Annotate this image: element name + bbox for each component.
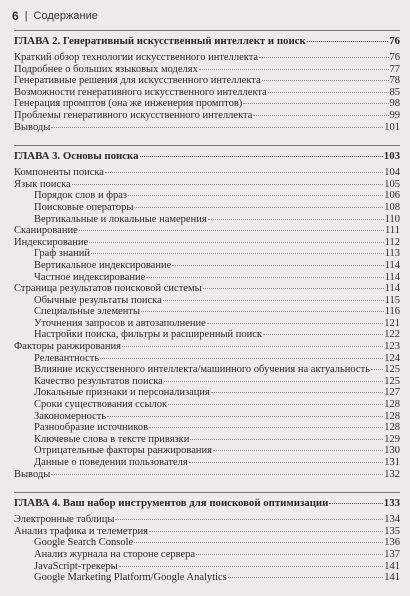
- toc-entry-title: Компоненты поиска: [14, 167, 104, 179]
- toc-entry-title: Обычные результаты поиска: [34, 294, 162, 306]
- toc-entry: [14, 87, 400, 99]
- dot-leader: [164, 381, 383, 382]
- toc-entry: [14, 260, 400, 272]
- toc-entry-title: Ключевые слова в тексте привязки: [34, 433, 190, 445]
- toc-entry-title: Поисковые операторы: [34, 201, 134, 213]
- toc-entry-page: 99: [389, 109, 400, 121]
- toc-entry-title: Граф знаний: [34, 248, 91, 260]
- toc-entry: [14, 422, 400, 434]
- toc-entry: [14, 329, 400, 341]
- toc-entry-page: 85: [389, 86, 400, 98]
- toc-entry-title: Генеративные решения для искусственного интеллекта: [14, 75, 261, 87]
- chapter-section: [14, 145, 400, 480]
- toc-entry-page: 116: [384, 306, 400, 318]
- toc-entry-page: 137: [384, 548, 400, 560]
- toc-entry: [14, 353, 400, 365]
- toc-entry-page: 101: [384, 121, 400, 133]
- toc-entry-title: JavaScript-трекеры: [34, 560, 118, 572]
- dot-leader: [199, 69, 389, 70]
- dot-leader: [329, 503, 382, 504]
- toc-entry-page: 131: [384, 457, 400, 468]
- chapter-section: [14, 492, 400, 584]
- page-number: 6: [12, 9, 19, 23]
- toc-entry: [14, 248, 400, 260]
- dot-leader: [107, 416, 383, 417]
- dot-leader: [100, 358, 383, 359]
- dot-leader: [122, 346, 383, 347]
- toc-entry: [14, 514, 400, 526]
- toc-entry: [14, 237, 400, 249]
- toc-entry-page: 114: [384, 271, 400, 283]
- toc-entry-page: 132: [384, 468, 400, 480]
- toc-entry: [14, 283, 400, 295]
- toc-entry-page: 128: [384, 422, 400, 434]
- chapter-section: [14, 30, 400, 133]
- toc-entry: [14, 214, 400, 226]
- toc-entry-title: Уточнения запросов и автозаполнение: [34, 317, 206, 329]
- dot-leader: [253, 115, 388, 116]
- toc-entry: [14, 387, 400, 399]
- toc-entry-title: Качество результатов поиска: [34, 375, 163, 387]
- toc-entry-page: 106: [384, 190, 400, 202]
- header-title: Содержание: [33, 10, 98, 22]
- dot-leader: [115, 519, 383, 520]
- chapter-heading-page: 133: [383, 497, 400, 510]
- toc-entry-title: Данные о поведении пользователя: [34, 457, 188, 468]
- dot-leader: [51, 127, 383, 128]
- toc-entry: [14, 537, 400, 549]
- toc-entry-page: 111: [385, 225, 400, 237]
- toc-entry-title: Выводы: [14, 121, 51, 133]
- dot-leader: [196, 554, 383, 555]
- chapter-heading: [14, 35, 400, 48]
- dot-leader: [371, 369, 383, 370]
- chapter-heading-page: 76: [389, 35, 400, 47]
- chapter-heading: [14, 497, 400, 510]
- dot-leader: [105, 172, 383, 173]
- toc-entry-page: 113: [384, 248, 400, 260]
- toc-entry-title: Частное индексирование: [34, 271, 146, 283]
- toc-entry: [14, 167, 400, 179]
- toc-entry-page: 125: [384, 364, 400, 376]
- toc-entry-title: Электронные таблицы: [14, 514, 115, 526]
- chapter-divider: [14, 492, 400, 493]
- toc-entry-title: Разнообразие источников: [34, 422, 149, 434]
- toc-entry-page: 115: [384, 294, 400, 306]
- header-separator: |: [24, 10, 28, 22]
- toc-entry: [14, 64, 400, 76]
- toc-entry: [14, 306, 400, 318]
- toc-entry: [14, 272, 400, 284]
- dot-leader: [189, 462, 384, 463]
- toc-entry-page: 127: [384, 387, 400, 399]
- toc-entry-page: 121: [384, 317, 400, 329]
- toc-entry-title: Проблемы генеративного искусственного интеллекта: [14, 109, 253, 121]
- dot-leader: [163, 300, 384, 301]
- dot-leader: [213, 450, 383, 451]
- toc-entry-title: Отрицательные факторы ранжирования: [34, 445, 212, 457]
- toc-entry-title: Вертикальные и локальные намерения: [34, 213, 207, 225]
- page-header: [12, 9, 98, 23]
- dot-leader: [190, 439, 383, 440]
- toc-entry-title: Закономерность: [34, 410, 107, 422]
- toc-entry-title: Сроки существования ссылок: [34, 399, 168, 411]
- toc-entry-page: 141: [384, 560, 400, 572]
- dot-leader: [119, 566, 384, 567]
- dot-leader: [89, 242, 383, 243]
- toc-entry-page: 134: [384, 514, 400, 526]
- toc-entry-page: 128: [384, 399, 400, 411]
- dot-leader: [79, 230, 384, 231]
- toc-entry-title: Анализ трафика и телеметрия: [14, 525, 148, 537]
- toc-entry-title: Порядок слов и фраз: [34, 190, 128, 202]
- toc-entry: [14, 202, 400, 214]
- toc-entry-title: Выводы: [14, 468, 51, 480]
- toc-entry: [14, 295, 400, 307]
- toc-entry-title: Влияние искусственного интеллекта/машинного обучения на актуальность: [34, 364, 370, 376]
- toc-entry-page: 98: [389, 98, 400, 110]
- toc-entry: [14, 122, 400, 134]
- toc-entry-page: 124: [384, 352, 400, 364]
- toc-entry: [14, 225, 400, 237]
- chapter-divider: [14, 145, 400, 146]
- dot-leader: [51, 474, 383, 475]
- dot-leader: [140, 156, 383, 157]
- toc-entry-page: 104: [384, 167, 400, 179]
- toc-entry-title: Google Search Console: [34, 537, 134, 549]
- toc-entry-page: 129: [384, 433, 400, 445]
- chapter-heading: [14, 150, 400, 163]
- toc-entry-page: 76: [389, 52, 400, 63]
- toc-entry-page: 110: [384, 213, 400, 225]
- toc-entry-title: Страница результатов поисковой системы: [14, 283, 202, 295]
- toc-entry-page: 105: [384, 178, 400, 190]
- toc-entry-page: 114: [384, 283, 400, 295]
- dot-leader: [211, 392, 383, 393]
- toc-entry-title: Google Marketing Platform/Google Analytics: [34, 572, 227, 584]
- toc-entry: [14, 110, 400, 122]
- dot-leader: [172, 265, 383, 266]
- toc-entry-title: Релевантность: [34, 352, 100, 364]
- dot-leader: [141, 311, 384, 312]
- toc-entry: [14, 399, 400, 411]
- toc-entry-title: Сканирование: [14, 225, 78, 237]
- toc-entry: [14, 52, 400, 64]
- toc-entry-page: 77: [389, 63, 400, 75]
- dot-leader: [228, 577, 383, 578]
- toc-entry-title: Генерация промптов (она же инженерия промптов): [14, 98, 243, 110]
- toc-entry: [14, 445, 400, 457]
- toc-entry: [14, 190, 400, 202]
- toc-entry-page: 112: [384, 236, 400, 248]
- toc-entry-page: 122: [384, 329, 400, 341]
- dot-leader: [262, 80, 389, 81]
- toc-entry-title: Анализ журнала на стороне сервера: [34, 548, 196, 560]
- toc-entry-title: Вертикальное индексирование: [34, 259, 172, 271]
- toc-entry-page: 141: [384, 572, 400, 584]
- chapter-heading-title: ГЛАВА 4. Ваш набор инструментов для поисковой оптимизации: [14, 497, 329, 510]
- toc-entry: [14, 469, 400, 481]
- toc-entry: [14, 75, 400, 87]
- dot-leader: [149, 427, 383, 428]
- toc-entry-title: Настройки поиска, фильтры и расширенный поиск: [34, 329, 263, 341]
- toc-entry: [14, 364, 400, 376]
- chapter-heading-title: ГЛАВА 2. Генеративный искусственный интеллект и поиск: [14, 35, 306, 47]
- toc-entry: [14, 561, 400, 573]
- toc-entry-title: Подробнее о больших языковых моделях: [14, 63, 198, 75]
- dot-leader: [146, 277, 383, 278]
- toc-entry-title: Локальные признаки и персонализация: [34, 387, 210, 399]
- dot-leader: [168, 404, 383, 405]
- toc-entry: [14, 376, 400, 388]
- dot-leader: [268, 92, 389, 93]
- toc-entry: [14, 411, 400, 423]
- dot-leader: [207, 323, 383, 324]
- dot-leader: [149, 531, 383, 532]
- toc-entry-page: 136: [384, 537, 400, 549]
- toc-entry-page: 125: [384, 375, 400, 387]
- toc-entry-page: 78: [389, 75, 400, 87]
- table-of-contents: [14, 30, 400, 596]
- toc-entry: [14, 98, 400, 110]
- toc-entry-page: 114: [384, 259, 400, 271]
- dot-leader: [243, 103, 388, 104]
- toc-entry-title: Факторы ранжирования: [14, 341, 121, 353]
- toc-entry: [14, 549, 400, 561]
- chapter-heading-page: 103: [383, 150, 400, 163]
- dot-leader: [203, 288, 384, 289]
- toc-entry: [14, 318, 400, 330]
- toc-entry-page: 123: [384, 341, 400, 353]
- dot-leader: [259, 57, 388, 58]
- toc-entry-title: Возможности генеративного искусственного интеллекта: [14, 86, 267, 98]
- dot-leader: [91, 253, 384, 254]
- dot-leader: [128, 195, 383, 196]
- dot-leader: [134, 542, 383, 543]
- toc-entry: [14, 341, 400, 353]
- toc-entry: [14, 572, 400, 584]
- dot-leader: [134, 207, 383, 208]
- chapter-divider: [14, 30, 400, 31]
- toc-entry-title: Индексирование: [14, 236, 89, 248]
- toc-entry: [14, 457, 400, 469]
- chapter-heading-title: ГЛАВА 3. Основы поиска: [14, 150, 139, 163]
- dot-leader: [307, 41, 389, 42]
- toc-entry-page: 135: [384, 525, 400, 537]
- toc-entry: [14, 179, 400, 191]
- toc-entry: [14, 434, 400, 446]
- dot-leader: [263, 334, 383, 335]
- dot-leader: [72, 184, 384, 185]
- toc-entry-title: Язык поиска: [14, 178, 71, 190]
- toc-entry-page: 130: [384, 445, 400, 457]
- toc-entry-page: 128: [384, 410, 400, 422]
- dot-leader: [208, 219, 384, 220]
- toc-entry-title: Краткий обзор технологии искусственного интеллекта: [14, 52, 259, 63]
- toc-entry-title: Специальные элементы: [34, 306, 141, 318]
- toc-entry: [14, 526, 400, 538]
- toc-entry-page: 108: [384, 201, 400, 213]
